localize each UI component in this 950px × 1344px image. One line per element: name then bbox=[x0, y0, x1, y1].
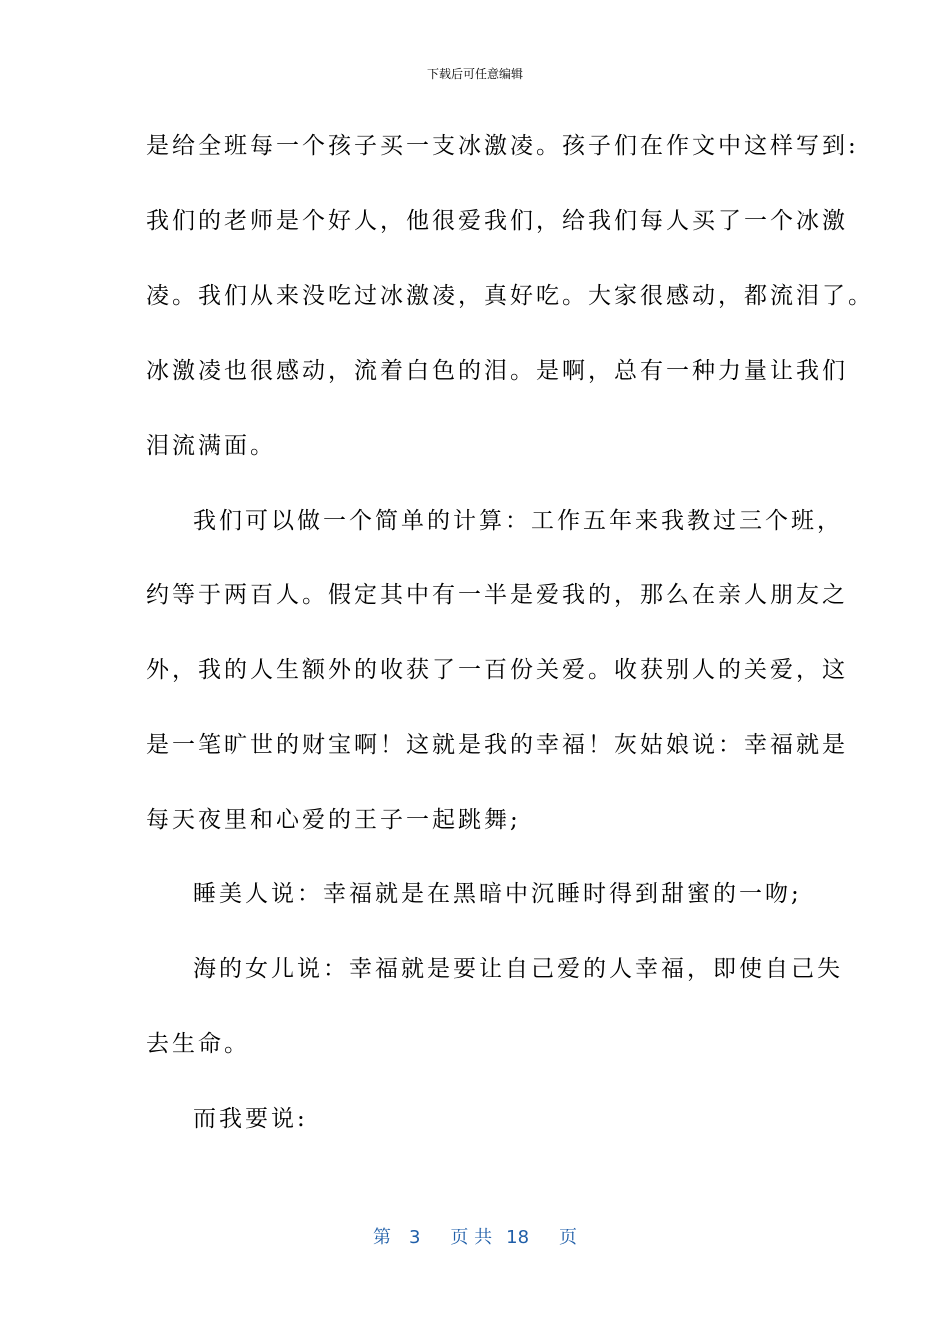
body-line: 泪流满面。 bbox=[146, 433, 276, 459]
body-line: 凌。我们从来没吃过冰激凌，真好吃。大家很感动，都流泪了。 bbox=[146, 283, 874, 309]
header-note: 下载后可任意编辑 bbox=[426, 67, 523, 81]
body-line: 睡美人说：幸福就是在黑暗中沉睡时得到甜蜜的一吻; bbox=[193, 881, 802, 907]
body-line: 冰激凌也很感动，流着白色的泪。是啊，总有一种力量让我们 bbox=[146, 358, 848, 384]
footer-total-pages: 18 bbox=[506, 1227, 530, 1248]
footer-middle: 页 共 bbox=[450, 1227, 493, 1248]
footer-prefix: 第 bbox=[372, 1227, 391, 1248]
body-line: 是一笔旷世的财宝啊！这就是我的幸福！灰姑娘说：幸福就是 bbox=[146, 732, 848, 758]
body-line: 而我要说: bbox=[193, 1106, 308, 1132]
body-line: 每天夜里和心爱的王子一起跳舞; bbox=[146, 807, 521, 833]
body-line: 海的女儿说：幸福就是要让自己爱的人幸福，即使自己失 bbox=[193, 956, 843, 982]
body-line: 外，我的人生额外的收获了一百份关爱。收获别人的关爱，这 bbox=[146, 657, 848, 683]
footer-suffix: 页 bbox=[559, 1227, 578, 1248]
body-line: 我们的老师是个好人，他很爱我们，给我们每人买了一个冰激 bbox=[146, 208, 848, 234]
body-line: 我们可以做一个简单的计算：工作五年来我教过三个班， bbox=[193, 508, 843, 534]
body-line: 去生命。 bbox=[146, 1031, 250, 1057]
body-line: 是给全班每一个孩子买一支冰激凌。孩子们在作文中这样写到: bbox=[146, 133, 859, 159]
body-line: 约等于两百人。假定其中有一半是爱我的，那么在亲人朋友之 bbox=[146, 582, 848, 608]
page-number-footer bbox=[0, 1226, 950, 1250]
footer-current-page: 3 bbox=[408, 1227, 421, 1248]
